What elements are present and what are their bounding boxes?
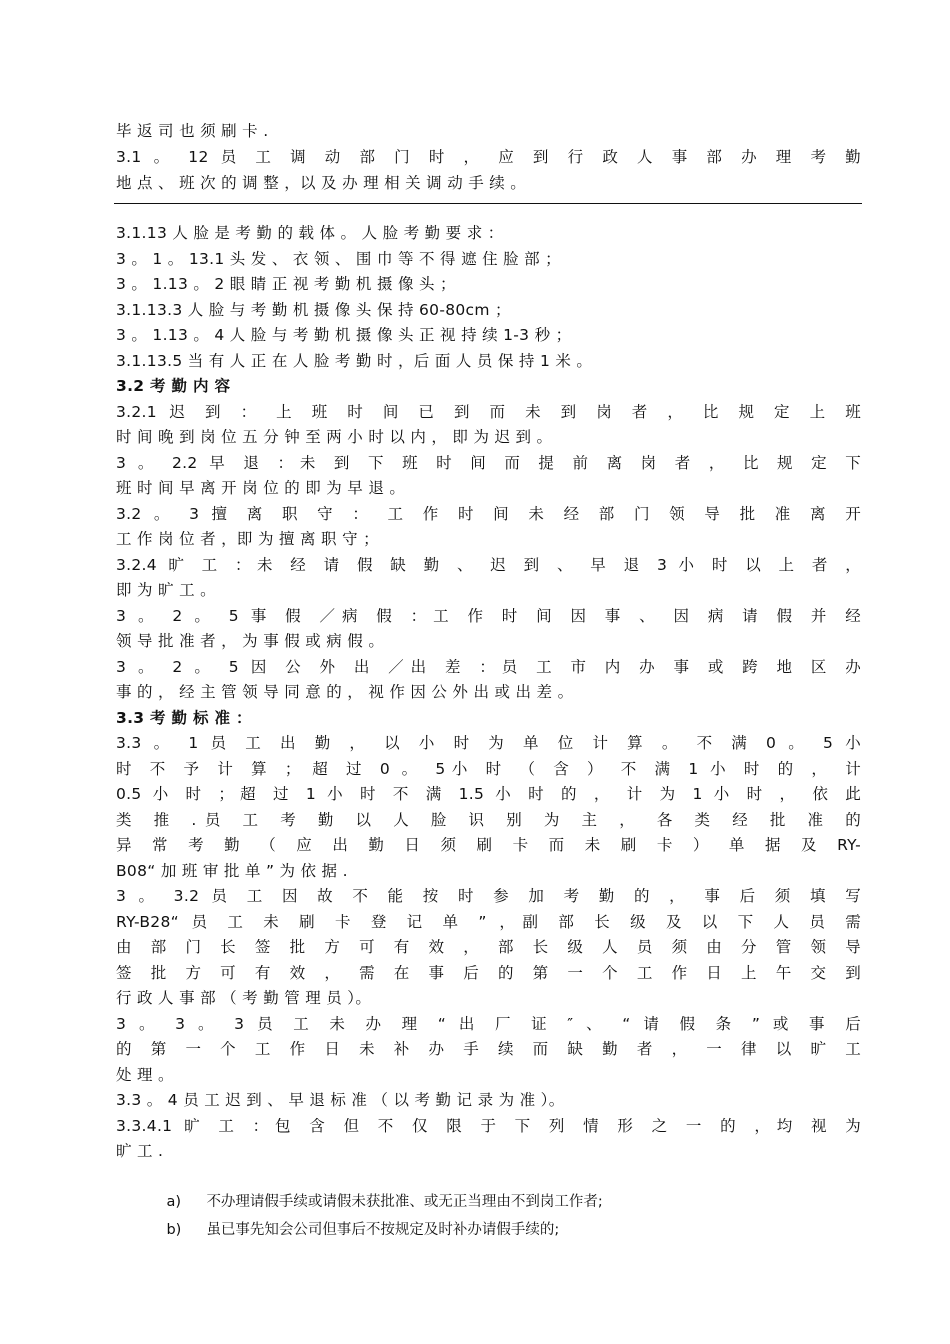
text-line: 0.5 小 时 ；超 过 1 小 时 不 满 1.5 小 时 的 ， 计 为 1 小 时 ， 依 此 bbox=[116, 785, 861, 803]
text-line: 3.1 。 12 员 工 调 动 部 门 时 ， 应 到 行 政 人 事 部 办 理 考 勤 bbox=[116, 148, 861, 166]
text-line: 由 部 门 长 签 批 方 可 有 效 ， 部 长 级 人 员 须 由 分 管 领 导 bbox=[116, 938, 861, 956]
text-line: 即 为 旷 工 。 bbox=[116, 581, 216, 599]
text-line: 3.2.1 迟 到 ： 上 班 时 间 已 到 而 未 到 岗 者 ， 比 规 定 上 班 bbox=[116, 403, 861, 421]
text-line: 时 不 予 计 算 ； 超 过 0 。 5小 时 （ 含 ） 不 满 1 小 时 的 ， 计 bbox=[116, 760, 861, 778]
text-line: 3 。 3.2 员 工 因 故 不 能 按 时 参 加 考 勤 的 ， 事 后 须 填 写 bbox=[116, 887, 861, 905]
text-line: B08“ 加 班 审 批 单 ” 为 依 据 . bbox=[116, 862, 348, 880]
list-item bbox=[148, 1194, 560, 1238]
section-heading: 3.2 考 勤 内 容 bbox=[116, 377, 231, 395]
text-line: RY-B28“ 员 工 未 刷 卡 登 记 单 ” ，副 部 长 级 及 以 下 人 员 需 bbox=[116, 913, 861, 931]
text-line: 类 推 .员 工 考 勤 以 人 脸 识 别 为 主 ， 各 类 经 批 准 的 bbox=[116, 811, 861, 829]
text-line: 3 。 1.13 。 2 眼 睛 正 视 考 勤 机 摄 像 头 ； bbox=[116, 275, 456, 293]
list-marker: b) bbox=[166, 1222, 182, 1238]
text-line: 异 常 考 勤 （ 应 出 勤 日 须 刷 卡 而 未 刷 卡 ） 单 据 及 RY- bbox=[116, 836, 861, 854]
text-line: 3 。 1 。 13.1 头 发 、 衣 领 、 围 巾 等 不 得 遮 住 脸 部 ； bbox=[116, 250, 561, 268]
text-line: 工 作 岗 位 者 ，即 为 擅 离 职 守 ； bbox=[116, 530, 379, 548]
text-line: 处 理 。 bbox=[116, 1066, 174, 1084]
text-line: 签 批 方 可 有 效 ， 需 在 事 后 的 第 一 个 工 作 日 上 午 交 到 bbox=[116, 964, 861, 982]
text-line: 3.1.13.5 当 有 人 正 在 人 脸 考 勤 时 ，后 面 人 员 保 持 1 米 。 bbox=[116, 352, 593, 370]
text-line: 毕 返 司 也 须 刷 卡 . bbox=[116, 122, 269, 140]
text-line: 行 政 人 事 部 （ 考 勤 管 理 员 ）。 bbox=[116, 989, 372, 1007]
text-line: 3.3 。 4 员 工 迟 到 、 早 退 标 准 （ 以 考 勤 记 录 为 准 ）。 bbox=[116, 1091, 565, 1109]
text-line: 3 。 2.2 早 退 ：未 到 下 班 时 间 而 提 前 离 岗 者 ， 比 规 定 下 bbox=[116, 454, 861, 472]
text-line: 地 点 、 班 次 的 调 整 ，以 及 办 理 相 关 调 动 手 续 。 bbox=[116, 174, 527, 192]
section-divider bbox=[114, 203, 862, 204]
text-line: 的 第 一 个 工 作 日 未 补 办 手 续 而 缺 勤 者 ， 一 律 以 旷 工 bbox=[116, 1040, 861, 1058]
text-line: 班 时 间 早 离 开 岗 位 的 即 为 早 退 。 bbox=[116, 479, 406, 497]
list-item-text: 不办理请假手续或请假未获批准、或无正当理由不到岗工作者; bbox=[206, 1194, 603, 1210]
text-line: 3 。 3 。 3 员 工 未 办 理 “ 出 厂 证 ″ 、 “ 请 假 条 ” 或 事 后 bbox=[116, 1015, 861, 1033]
list-item-text: 虽已事先知会公司但事后不按规定及时补办请假手续的; bbox=[206, 1222, 560, 1238]
list-marker: a) bbox=[166, 1194, 181, 1210]
text-line: 3.2.4 旷 工 ：未 经 请 假 缺 勤 、 迟 到 、 早 退 3 小 时 以 上 者 ， bbox=[116, 556, 861, 574]
text-line: 事 的 ， 经 主 管 领 导 同 意 的 ， 视 作 因 公 外 出 或 出 差 。 bbox=[116, 683, 574, 701]
text-line: 3 。 1.13 。 4 人 脸 与 考 勤 机 摄 像 头 正 视 持 续 1-3 秒 ； bbox=[116, 326, 572, 344]
text-line: 旷 工 . bbox=[116, 1142, 164, 1160]
text-line: 领 导 批 准 者 ， 为 事 假 或 病 假 。 bbox=[116, 632, 385, 650]
text-line: 时 间 晚 到 岗 位 五 分 钟 至 两 小 时 以 内 ， 即 为 迟 到 。 bbox=[116, 428, 553, 446]
section-heading: 3.3 考 勤 标 准 ： bbox=[116, 709, 252, 727]
text-line: 3.1.13.3 人 脸 与 考 勤 机 摄 像 头 保 持 60-80cm ； bbox=[116, 301, 511, 319]
list-item bbox=[148, 1166, 603, 1210]
text-line: 3.3 。 1 员 工 出 勤 ， 以 小 时 为 单 位 计 算 。 不 满 0 。 5 小 bbox=[116, 734, 861, 752]
text-line: 3.2 。 3 擅 离 职 守 ： 工 作 时 间 未 经 部 门 领 导 批 准 离 开 bbox=[116, 505, 861, 523]
text-line: 3.3.4.1 旷 工 ：包 含 但 不 仅 限 于 下 列 情 形 之 一 的 ，均 视 为 bbox=[116, 1117, 861, 1135]
text-line: 3 。 2 。 5 因 公 外 出 ／出 差 ：员 工 市 内 办 事 或 跨 地 区 办 bbox=[116, 658, 861, 676]
text-line: 3 。 2 。 5 事 假 ／病 假 ：工 作 时 间 因 事 、 因 病 请 假 并 经 bbox=[116, 607, 861, 625]
text-line: 3.1.13 人 脸 是 考 勤 的 载 体 。 人 脸 考 勤 要 求 ： bbox=[116, 224, 504, 242]
